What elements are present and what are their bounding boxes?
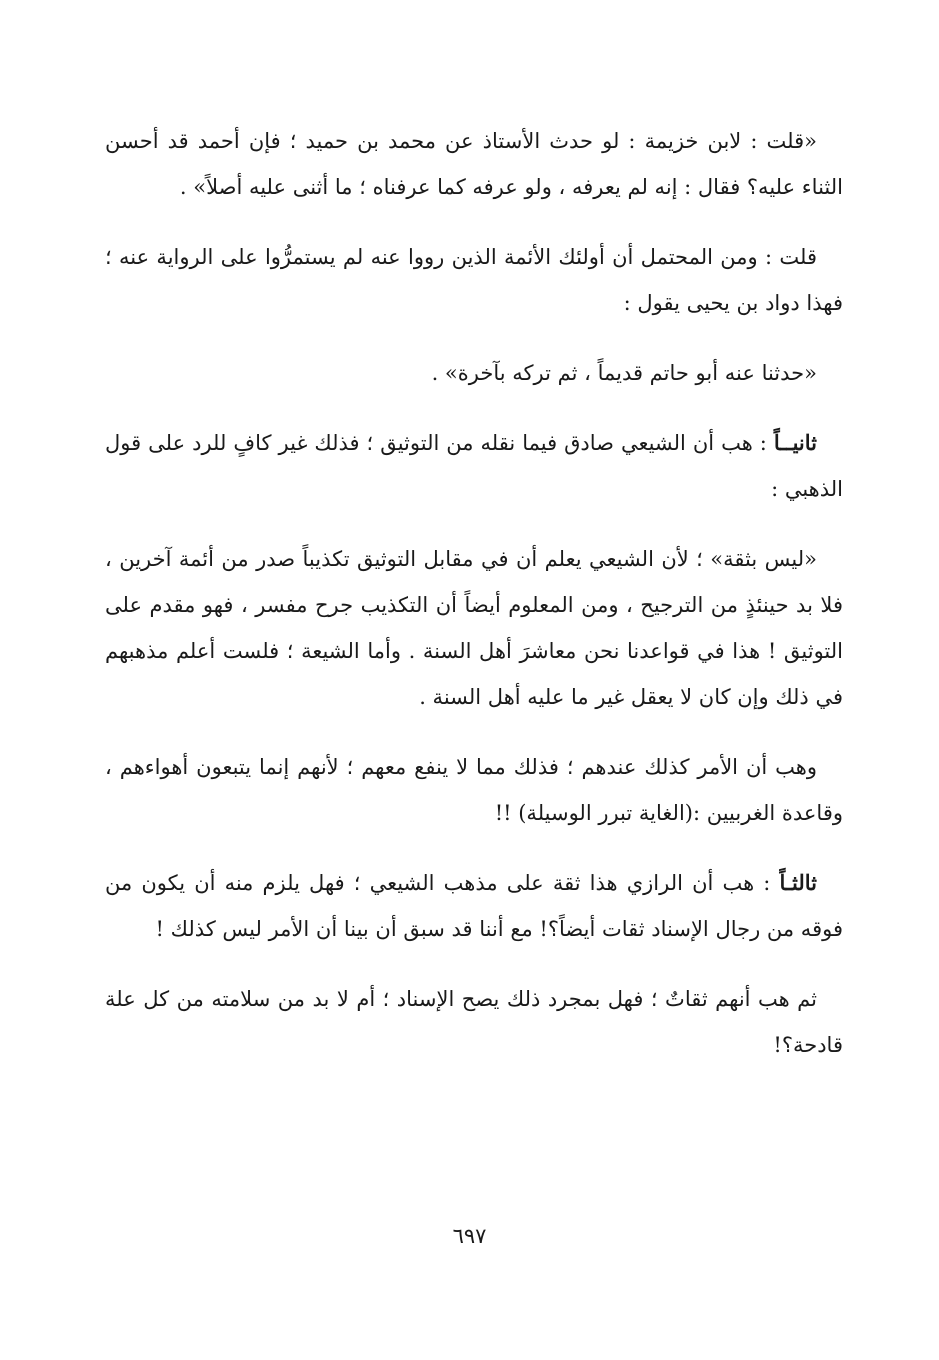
paragraph-text: قلت : ومن المحتمل أن أولئك الأئمة الذين رووا عنه لم يستمرُّوا على الرواية عنه ؛ فهذا دواد بن يحيى يقول : <box>105 245 843 315</box>
paragraph-lead: ثالثـاً <box>779 870 817 895</box>
paragraph-lead: ثانيــاً <box>773 430 817 455</box>
paragraph-text: وهب أن الأمر كذلك عندهم ؛ فذلك مما لا ينفع معهم ؛ لأنهم إنما يتبعون أهواءهم ، وقاعدة الغربيين :(الغاية تبرر الوسيلة) !! <box>105 755 843 825</box>
body-text <box>105 118 843 1092</box>
paragraph-not-trustworthy <box>105 536 843 720</box>
paragraph-third-point <box>105 860 843 952</box>
paragraph-text: : هب أن الرازي هذا ثقة على مذهب الشيعي ؛ فهل يلزم منه أن يكون من فوقه من رجال الإسناد ثقات أيضاً؟! مع أننا قد سبق أن بينا أن الأمر ليس كذلك ! <box>105 871 843 941</box>
paragraph-text: : هب أن الشيعي صادق فيما نقله من التوثيق ؛ فذلك غير كافٍ للرد على قول الذهبي : <box>105 431 843 501</box>
paragraph-comment <box>105 234 843 326</box>
paragraph-conclusion <box>105 976 843 1068</box>
paragraph-quote-ibn-khuzayma <box>105 118 843 210</box>
paragraph-their-desires <box>105 744 843 836</box>
paragraph-second-point <box>105 420 843 512</box>
paragraph-text: «حدثنا عنه أبو حاتم قديماً ، ثم تركه بآخرة» . <box>431 361 817 385</box>
paragraph-text: ثم هب أنهم ثقاتٌ ؛ فهل بمجرد ذلك يصح الإسناد ؛ أم لا بد من سلامته من كل علة قادحة؟! <box>105 987 843 1057</box>
page-number: ٦٩٧ <box>452 1224 487 1248</box>
paragraph-quote-abu-hatim <box>105 350 843 396</box>
paragraph-text: «ليس بثقة» ؛ لأن الشيعي يعلم أن في مقابل التوثيق تكذيباً صدر من أئمة آخرين ، فلا بد حينئذٍ من الترجيح ، ومن المعلوم أيضاً أن التكذيب جرح مفسر ، فهو مقدم على التوثيق ! هذا في قواعدنا نحن معاشرَ أهل السنة . وأما الشيعة ؛ فلست أعلم مذهبهم في ذلك وإن كان لا يعقل غير ما عليه أهل السنة . <box>105 547 843 709</box>
paragraph-text: «قلت : لابن خزيمة : لو حدث الأستاذ عن محمد بن حميد ؛ فإن أحمد قد أحسن الثناء عليه؟ فقال : إنه لم يعرفه ، ولو عرفه كما عرفناه ؛ ما أثنى عليه أصلاً» . <box>105 129 843 199</box>
